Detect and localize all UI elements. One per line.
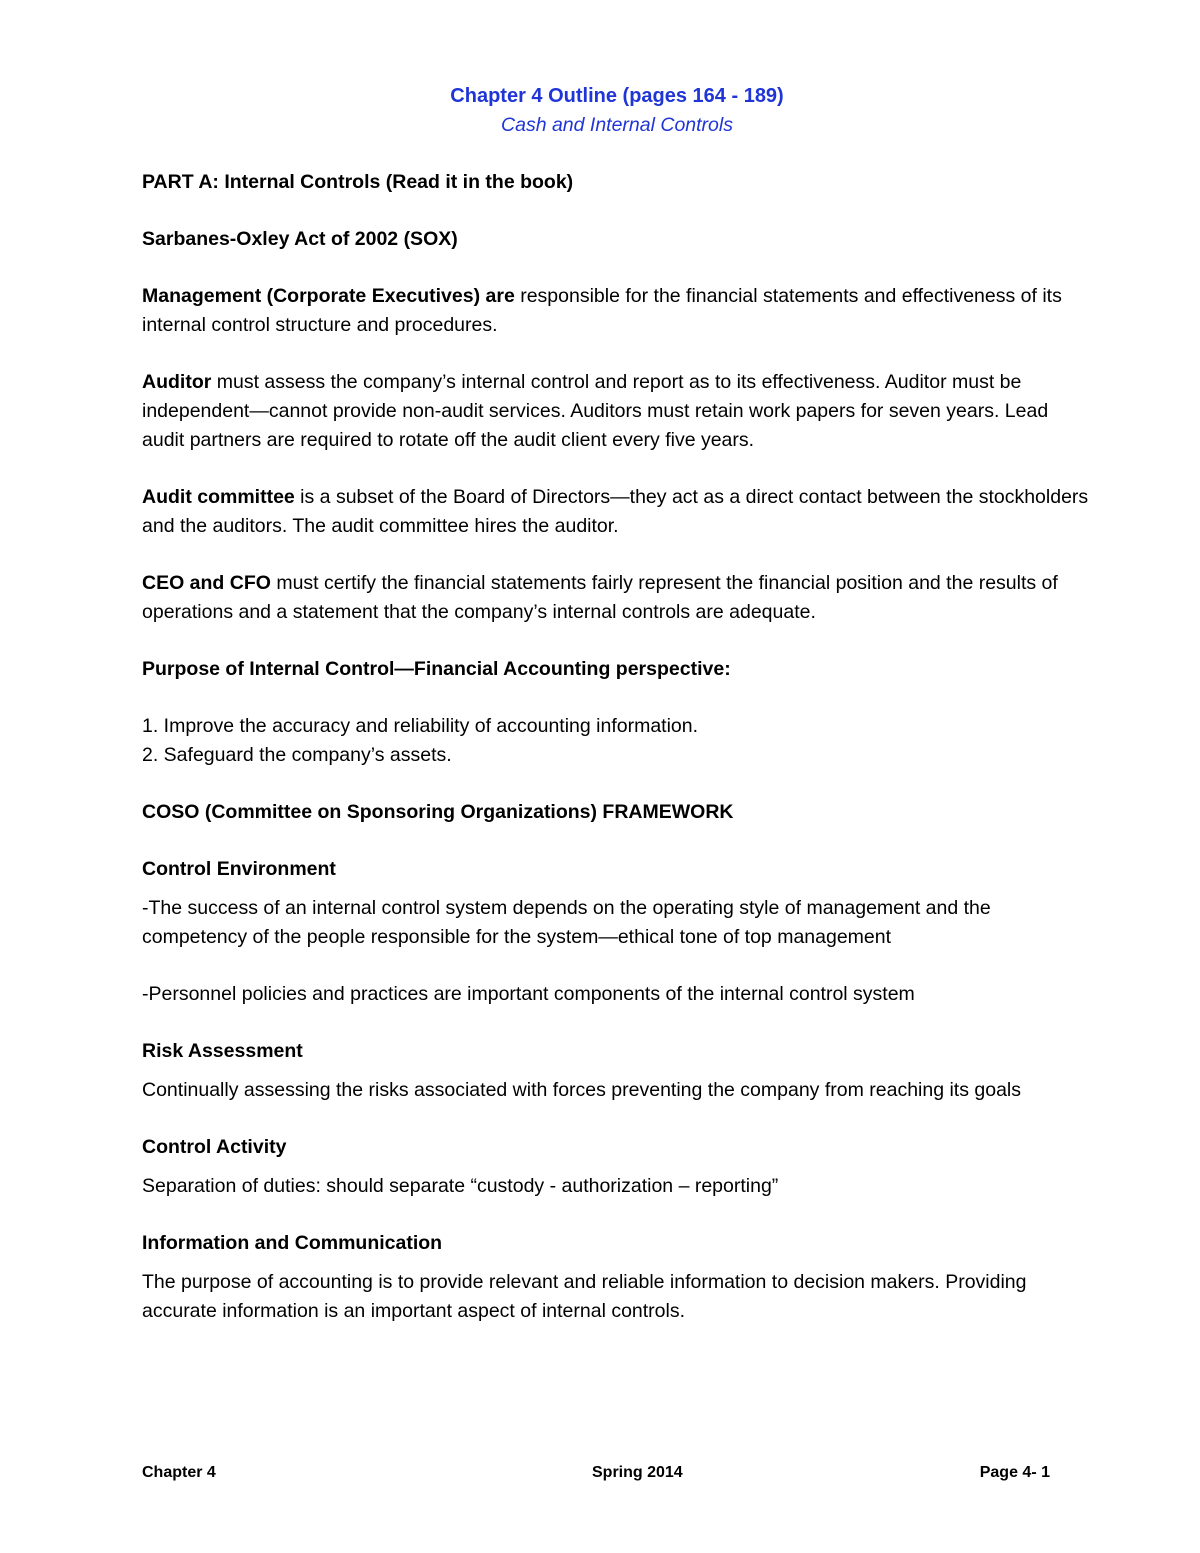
- auditor-text: must assess the company’s internal control and report as to its effectiveness. Auditor must be independent—cannot provide non-audit services. Auditors must retain work papers for seven years. Lead audit partners are required to rotate off the audit client every five years.: [142, 371, 1049, 451]
- ceo-cfo-text: must certify the financial statements fairly represent the financial position and the results of operations and a statement that the company’s internal controls are adequate.: [142, 572, 1058, 623]
- audit-committee-paragraph: [142, 483, 1092, 541]
- control-environment-heading: Control Environment: [142, 858, 336, 880]
- page-footer: [142, 1461, 1050, 1485]
- footer-term: Spring 2014: [592, 1464, 683, 1481]
- page-subtitle: Cash and Internal Controls: [501, 114, 733, 136]
- management-text: responsible for the financial statements and effectiveness of its internal control structure and procedures.: [142, 285, 1062, 336]
- sox-heading: Sarbanes-Oxley Act of 2002 (SOX): [142, 228, 458, 250]
- document-body: [142, 82, 1092, 1326]
- purpose-item-1: 1. Improve the accuracy and reliability of accounting information.: [142, 715, 699, 737]
- ceo-cfo-term: CEO and CFO: [142, 572, 271, 594]
- audit-committee-text: is a subset of the Board of Directors—they act as a direct contact between the stockholders and the auditors. The audit committee hires the auditor.: [142, 486, 1089, 537]
- management-paragraph: [142, 282, 1092, 340]
- risk-assessment-heading: Risk Assessment: [142, 1040, 303, 1062]
- management-term: Management (Corporate Executives) are: [142, 285, 515, 307]
- control-activity-heading: Control Activity: [142, 1136, 287, 1158]
- ceo-cfo-paragraph: [142, 569, 1092, 627]
- page-title: Chapter 4 Outline (pages 164 - 189): [450, 85, 784, 107]
- footer-page-number: Page 4- 1: [979, 1464, 1050, 1481]
- auditor-paragraph: [142, 368, 1092, 455]
- purpose-heading: Purpose of Internal Control—Financial Accounting perspective:: [142, 658, 731, 680]
- purpose-item-2: 2. Safeguard the company’s assets.: [142, 744, 452, 766]
- risk-assessment-text: Continually assessing the risks associated with forces preventing the company from reaching its goals: [142, 1079, 1022, 1101]
- control-activity-text: Separation of duties: should separate “custody - authorization – reporting”: [142, 1175, 779, 1197]
- control-environment-text-1: -The success of an internal control system depends on the operating style of management and the competency of the people responsible for the system—ethical tone of top management: [142, 897, 991, 948]
- footer-chapter: Chapter 4: [142, 1464, 216, 1481]
- information-communication-heading: Information and Communication: [142, 1232, 443, 1254]
- auditor-term: Auditor: [142, 371, 212, 393]
- coso-heading: COSO (Committee on Sponsoring Organizations) FRAMEWORK: [142, 801, 734, 823]
- audit-committee-term: Audit committee: [142, 486, 295, 508]
- part-a-heading: PART A: Internal Controls (Read it in the book): [142, 171, 574, 193]
- information-communication-text: The purpose of accounting is to provide relevant and reliable information to decision makers. Providing accurate information is an important aspect of internal controls.: [142, 1271, 1027, 1322]
- control-environment-text-2: -Personnel policies and practices are important components of the internal control system: [142, 983, 915, 1005]
